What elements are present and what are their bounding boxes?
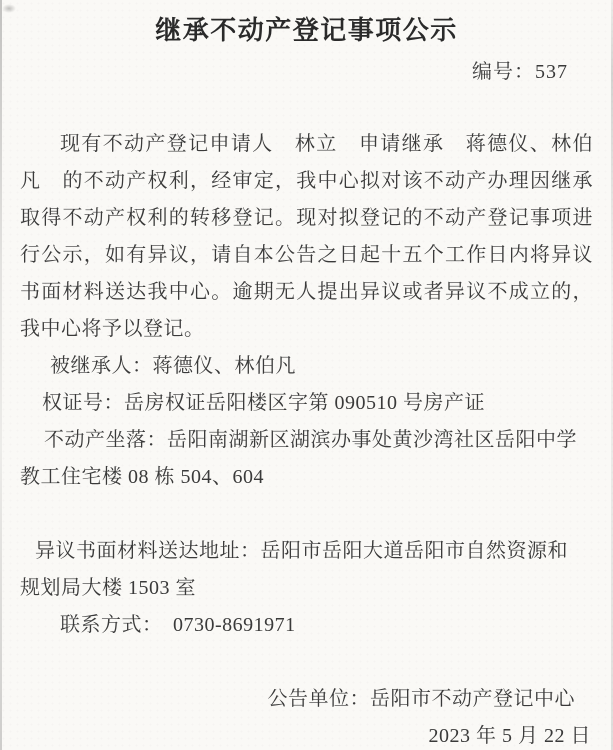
objection-address-line: 规划局大楼 1503 室 [20,577,196,599]
property-fields [20,348,593,496]
objection-contact-section [20,533,593,644]
decedent-line: 被继承人：蒋德仪、林伯凡 [50,355,296,377]
certificate-number-line: 权证号：岳房权证岳阳楼区字第 090510 号房产证 [42,392,485,414]
page-title: 继承不动产登记事项公示 [155,15,458,45]
contact-phone-line: 联系方式： 0730-8691971 [60,614,296,636]
signature-block [20,681,593,750]
blank-line [20,644,593,681]
notice-document [0,12,613,750]
paragraph-line: 凡 的不动产权利，经审定，我中心拟对该不动产办理因继承 [20,170,593,192]
issuer-line: 公告单位：岳阳市不动产登记中心 [267,688,575,710]
paragraph-line: 行公示，如有异议，请自本公告之日起十五个工作日内将异议 [20,244,593,266]
blank-line [20,496,593,533]
property-location-line: 不动产坐落：岳阳南湖新区湖滨办事处黄沙湾社区岳阳中学 [44,429,577,451]
paragraph-line: 我中心将予以登记。 [20,318,205,340]
paragraph-line: 取得不动产权利的转移登记。现对拟登记的不动产登记事项进 [20,207,593,229]
date-line: 2023 年 5 月 22 日 [428,725,591,747]
property-location-line: 教工住宅楼 08 栋 504、604 [20,466,264,488]
paragraph-line: 书面材料送达我中心。逾期无人提出异议或者异议不成立的， [20,281,593,303]
doc-number: 编号：537 [472,61,568,83]
objection-address-line: 异议书面材料送达地址：岳阳市岳阳大道岳阳市自然资源和 [35,540,568,562]
notice-body-paragraph [20,126,593,348]
paragraph-line: 现有不动产登记申请人 林立 申请继承 蒋德仪、林伯 [60,133,593,155]
